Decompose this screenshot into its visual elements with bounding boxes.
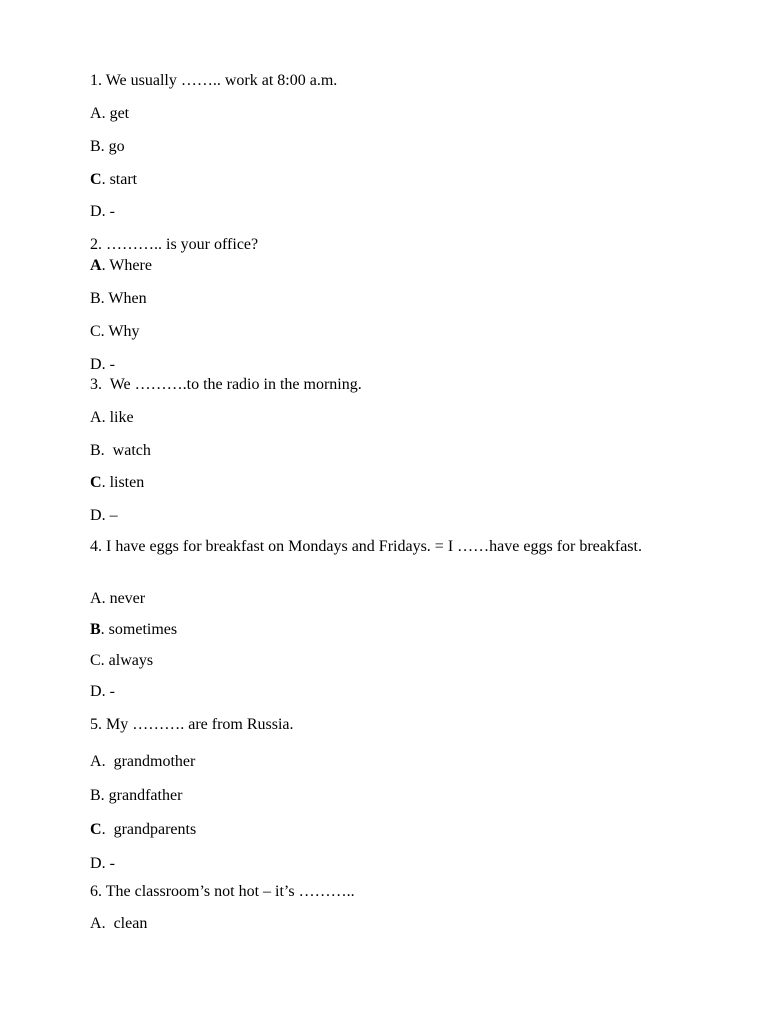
option-letter: D — [90, 356, 102, 373]
option-letter: D — [90, 683, 102, 700]
question-4-stem: 4. I have eggs for breakfast on Mondays and Fridays. = I ……have eggs for breakfast. — [90, 538, 642, 555]
question-1-stem: 1. We usually …….. work at 8:00 a.m. — [90, 72, 338, 89]
question-2-option-d — [90, 355, 115, 375]
option-sep: . — [100, 442, 113, 459]
option-text: Where — [109, 257, 152, 274]
question-5-option-b — [90, 786, 182, 806]
option-text: - — [109, 356, 115, 373]
option-sep: . — [101, 507, 110, 524]
option-sep: . — [101, 753, 114, 770]
option-letter: B — [90, 621, 101, 638]
option-letter: C — [90, 323, 101, 340]
option-letter: C — [90, 821, 102, 838]
option-letter: B — [90, 138, 101, 155]
option-sep: . — [100, 621, 109, 638]
option-sep: . — [101, 257, 110, 274]
question-3-stem: 3. We ……….to the radio in the morning. — [90, 376, 362, 393]
option-letter: A — [90, 915, 102, 932]
option-text: grandparents — [113, 821, 197, 838]
option-text: Why — [108, 323, 140, 340]
question-3-option-d — [90, 506, 118, 526]
option-text: - — [109, 203, 115, 220]
option-text: go — [108, 138, 125, 155]
option-letter: A — [90, 590, 102, 607]
option-text: always — [108, 652, 154, 669]
option-letter: C — [90, 171, 102, 188]
option-text: start — [109, 171, 138, 188]
question-4-option-d — [90, 682, 115, 702]
question-2-option-c — [90, 322, 140, 342]
question-4-option-b — [90, 620, 177, 640]
option-letter: D — [90, 855, 102, 872]
question-5-stem: 5. My ………. are from Russia. — [90, 716, 294, 733]
option-text: - — [109, 855, 115, 872]
question-3-option-a — [90, 408, 134, 428]
option-text: never — [109, 590, 146, 607]
question-5-option-a — [90, 752, 195, 772]
option-sep: . — [101, 203, 110, 220]
question-3-option-b — [90, 441, 151, 461]
option-text: like — [109, 409, 134, 426]
question-6-option-a — [90, 914, 147, 934]
option-sep: . — [100, 323, 109, 340]
question-1-option-b — [90, 137, 125, 157]
option-text: watch — [112, 442, 151, 459]
option-sep: . — [101, 409, 110, 426]
option-text: grandmother — [113, 753, 196, 770]
option-sep: . — [101, 590, 110, 607]
option-text: clean — [113, 915, 148, 932]
question-1-option-c — [90, 170, 137, 190]
option-sep: . — [101, 855, 110, 872]
option-sep: . — [101, 474, 110, 491]
option-sep: . — [101, 105, 110, 122]
option-letter: B — [90, 787, 101, 804]
option-letter: B — [90, 442, 101, 459]
option-sep: . — [100, 138, 109, 155]
question-5-option-c — [90, 820, 196, 840]
question-2-option-a — [90, 256, 152, 276]
option-sep: . — [101, 356, 110, 373]
option-sep: . — [100, 652, 109, 669]
option-letter: A — [90, 105, 102, 122]
option-text: – — [109, 507, 118, 524]
option-text: sometimes — [108, 621, 178, 638]
question-1-option-d — [90, 202, 115, 222]
option-letter: A — [90, 753, 102, 770]
question-5-option-d — [90, 854, 115, 874]
option-text: - — [109, 683, 115, 700]
option-letter: B — [90, 290, 101, 307]
option-letter: A — [90, 409, 102, 426]
option-letter: D — [90, 203, 102, 220]
question-2-option-b — [90, 289, 147, 309]
option-sep: . — [101, 683, 110, 700]
option-sep: . — [101, 915, 114, 932]
question-4-option-a — [90, 589, 145, 609]
option-sep: . — [101, 821, 114, 838]
option-sep: . — [101, 171, 110, 188]
option-letter: D — [90, 507, 102, 524]
option-sep: . — [100, 290, 109, 307]
question-2-stem: 2. ……….. is your office? — [90, 236, 259, 253]
option-text: When — [108, 290, 147, 307]
option-text: grandfather — [108, 787, 183, 804]
question-1-option-a — [90, 104, 129, 124]
option-letter: A — [90, 257, 102, 274]
option-text: listen — [109, 474, 145, 491]
question-3-option-c — [90, 473, 144, 493]
question-4-option-c — [90, 651, 153, 671]
option-letter: C — [90, 474, 102, 491]
option-letter: C — [90, 652, 101, 669]
question-6-stem: 6. The classroom’s not hot – it’s ……….. — [90, 883, 355, 900]
option-sep: . — [100, 787, 109, 804]
option-text: get — [109, 105, 130, 122]
